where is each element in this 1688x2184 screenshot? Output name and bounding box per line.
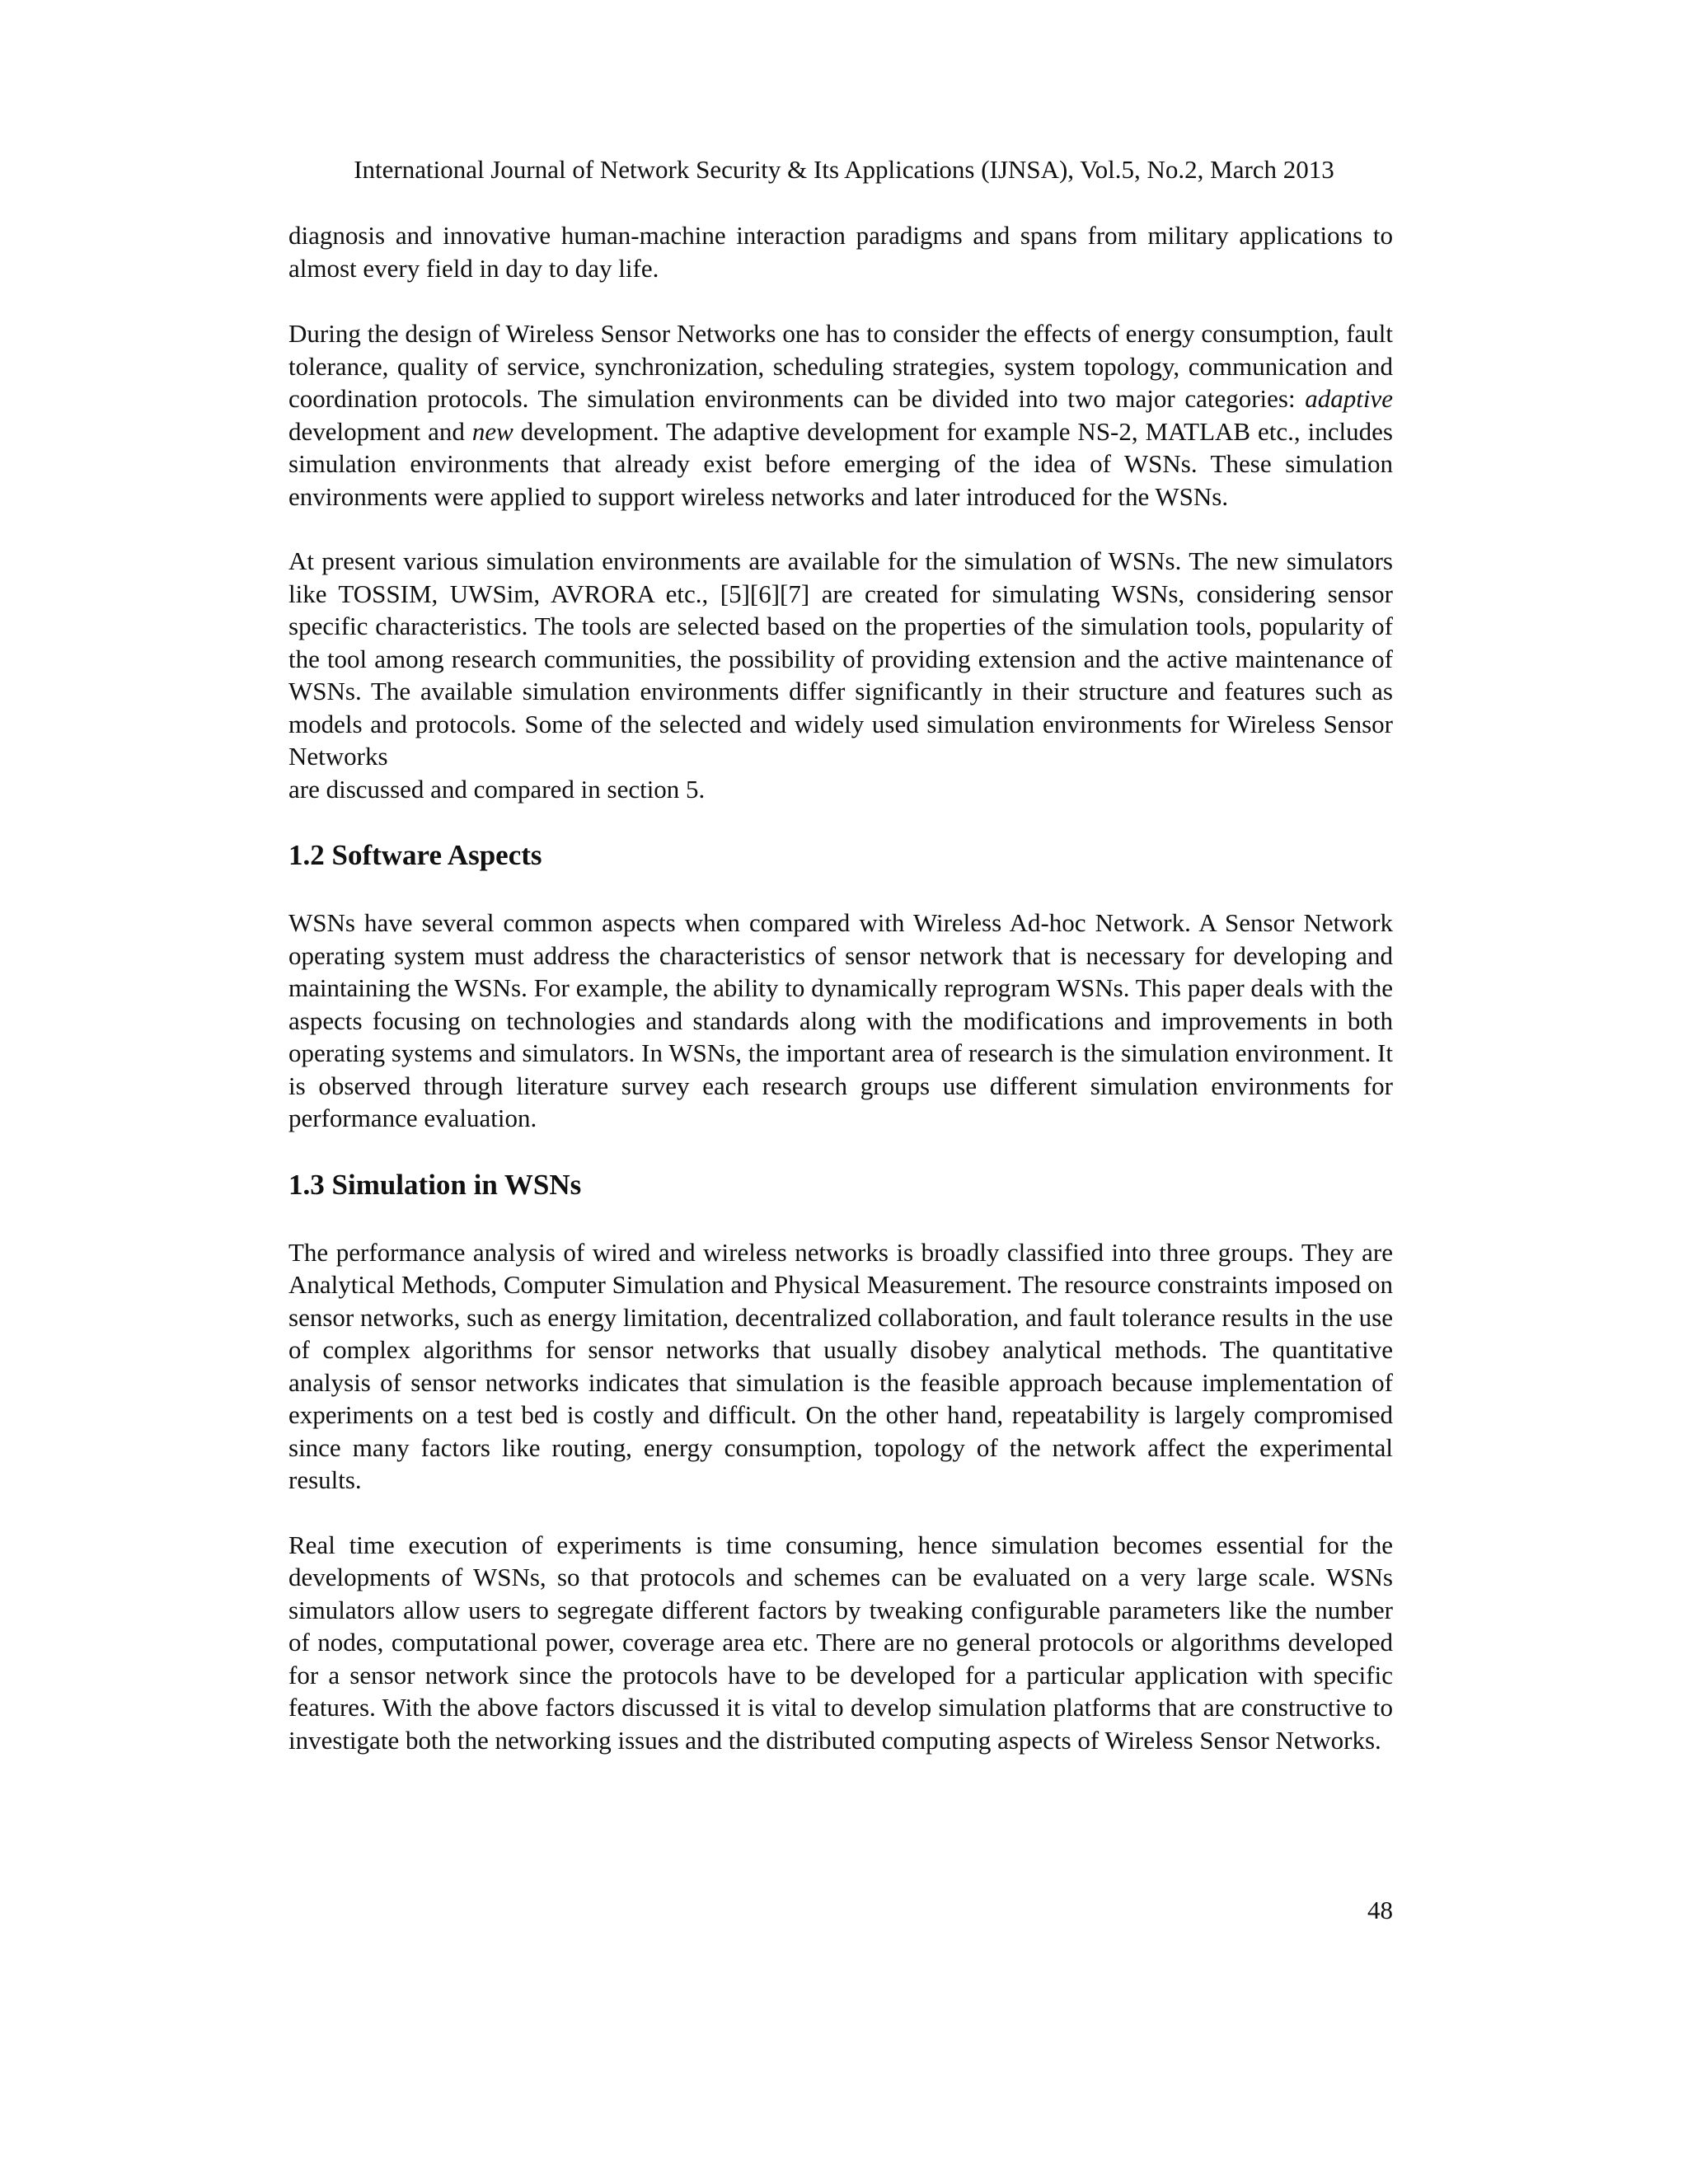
- paragraph-wsn-design: [288, 317, 1393, 513]
- paragraph-tail-line: are discussed and compared in section 5.: [288, 774, 706, 804]
- emphasis-new: new: [471, 416, 513, 446]
- paragraph-performance-analysis: The performance analysis of wired and wireless networks is broadly classified into three groups. They are Analytical Methods, Computer Simulation and Physical Measurement. The resource constraints imposed on sensor networks, such as energy limitation, decentralized collaboration, and fault tolerance results in the use of complex algorithms for sensor networks that usually disobey analytical methods. The quantitative analysis of sensor networks indicates that simulation is the feasible approach because implementation of experiments on a test bed is costly and difficult. On the other hand, repeatability is largely compromised since many factors like routing, energy consumption, topology of the network affect the experimental results.: [288, 1237, 1393, 1494]
- paragraph-text: development. The adaptive development for example NS-2, MATLAB etc., includes simulation environments that already exist before emerging of the idea of WSNs. These simulation environments were applied to support wireless networks and later introduced for the WSNs.: [288, 416, 1393, 511]
- body-text: [288, 219, 1393, 1788]
- section-heading-software-aspects: 1.2 Software Aspects: [288, 839, 542, 871]
- running-header: International Journal of Network Security & Its Applications (IJNSA), Vol.5, No.2, March 2013: [354, 155, 1334, 184]
- emphasis-adaptive: adaptive: [1305, 384, 1393, 413]
- section-heading-simulation-in-wsns: 1.3 Simulation in WSNs: [288, 1168, 582, 1201]
- paragraph-text: At present various simulation environments are available for the simulation of WSNs. The new simulators like TOSSIM, UWSim, AVRORA etc., [5][6][7] are created for simulating WSNs, considering sensor specific characteristics. The tools are selected based on the properties of the simulation tools, popularity of the tool among research communities, the possibility of providing extension and the active maintenance of WSNs. The available simulation environments differ significantly in their structure and features such as models and protocols. Some of the selected and widely used simulation environments for Wireless Sensor Networks: [288, 546, 1393, 771]
- paragraph-text: development and: [288, 416, 472, 446]
- paragraph-continuation: diagnosis and innovative human-machine interaction paradigms and spans from military applications to almost every field in day to day life.: [288, 221, 1393, 283]
- paragraph-real-time-execution: Real time execution of experiments is time consuming, hence simulation becomes essential for the developments of WSNs, so that protocols and schemes can be evaluated on a very large scale. WSNs simulators allow users to segregate different factors by tweaking configurable parameters like the number of nodes, computational power, coverage area etc. There are no general protocols or algorithms developed for a sensor network since the protocols have to be developed for a particular application with specific features. With the above factors discussed it is vital to develop simulation platforms that are constructive to investigate both the networking issues and the distributed computing aspects of Wireless Sensor Networks.: [288, 1530, 1393, 1755]
- paragraph-simulation-environments: [288, 545, 1393, 805]
- page-number: 48: [1367, 1896, 1393, 1924]
- paragraph-software-aspects: WSNs have several common aspects when compared with Wireless Ad-hoc Network. A Sensor Network operating system must address the characteristics of sensor network that is necessary for developing and maintaining the WSNs. For example, the ability to dynamically reprogram WSNs. This paper deals with the aspects focusing on technologies and standards along with the modifications and improvements in both operating systems and simulators. In WSNs, the important area of research is the simulation environment. It is observed through literature survey each research groups use different simulation environments for performance evaluation.: [288, 908, 1393, 1132]
- paragraph-text: During the design of Wireless Sensor Networks one has to consider the effects of energy consumption, fault tolerance, quality of service, synchronization, scheduling strategies, system topology, communication and coordination protocols. The simulation environments can be divided into two major categories:: [288, 319, 1393, 413]
